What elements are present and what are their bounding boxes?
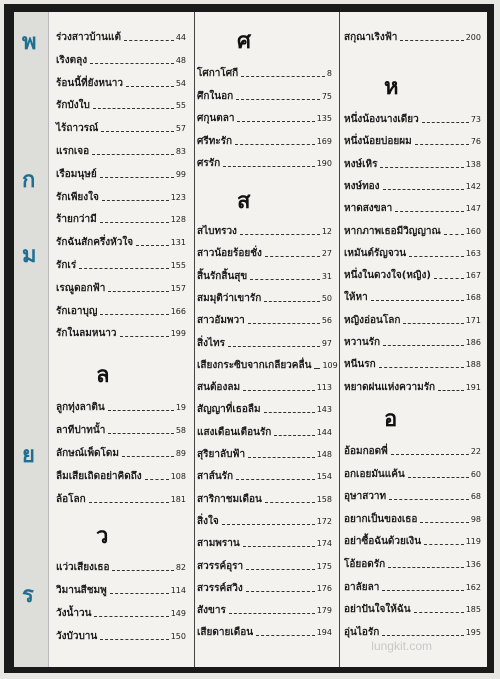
page-number: 57 [175,124,186,134]
leader-dashes [371,300,464,301]
song-title: หยาดฝนแห่งความรัก [344,381,436,393]
page-number: 194 [316,628,332,638]
page-number: 31 [321,271,332,281]
leader-dashes [145,479,169,480]
leader-dashes [89,502,169,503]
index-entry [197,267,332,283]
page-number: 135 [316,114,332,123]
song-title: รักเอาบุญ [56,305,98,317]
section-letter-heading: ส [237,188,251,214]
song-title: อยากเป็นของเธอ [344,513,418,525]
song-title: ลืมเสียเถิดอย่าคิดถึง [56,471,142,482]
leader-dashes [110,593,169,594]
song-title: ร้ายกว่ามี [56,214,97,226]
leader-dashes [408,477,469,478]
song-title: วังน้ำวน [56,608,92,619]
page-number: 98 [470,514,481,524]
leader-dashes [241,76,325,77]
song-title: สาวน้อยร้อยชั่ง [197,248,262,260]
leader-dashes [414,612,464,613]
leader-dashes [265,256,320,257]
leader-dashes [422,122,469,123]
page-number: 150 [170,632,186,641]
index-entry [197,87,332,103]
column-divider [339,12,340,667]
page-number: 44 [175,33,186,42]
thumb-index-strip [14,12,49,667]
song-title: ลาทีปาทนั้า [56,425,106,436]
leader-dashes [403,323,463,324]
page-number: 154 [316,472,332,482]
page-number: 114 [170,586,186,595]
song-title: หงษ์เหิร [344,158,378,170]
song-title: ร่วงสาวบ้านแต้ [56,32,121,43]
index-entry [344,266,481,282]
leader-dashes [108,433,173,434]
page-number: 186 [465,338,481,347]
leader-dashes [108,410,174,411]
index-entry [56,188,186,204]
index-entry [197,534,332,550]
page-number: 175 [316,561,332,571]
song-title: ลูกทุ่งลาติน [56,402,105,413]
leader-dashes [250,279,320,280]
index-entry [344,311,481,327]
song-title: สิ้นรักสิ้นสุข [197,270,248,282]
index-entry [344,465,481,481]
index-entry [56,398,186,414]
leader-dashes [93,108,174,109]
leader-dashes [438,390,464,391]
leader-dashes [108,291,168,292]
page-number: 162 [465,582,481,592]
leader-dashes [235,144,315,145]
leader-dashes [434,278,464,279]
leader-dashes [248,457,315,458]
index-entry [344,532,481,548]
song-title: สุริยาลับฟ้า [197,449,246,460]
leader-dashes [79,268,169,269]
page-number: 179 [316,606,332,616]
index-entry [197,244,332,260]
leader-dashes [265,502,315,503]
song-title: อย่าปันใจให้ฉัน [344,604,411,616]
leader-dashes [120,336,169,337]
index-entry [56,51,186,67]
leader-dashes [112,570,173,571]
index-entry [56,233,186,249]
leader-dashes [256,635,315,636]
leader-dashes [101,131,173,132]
song-title: สิ่งไทร [197,337,225,349]
section-letter-heading: ห [384,74,399,100]
thumb-tab-letter: ก [22,167,36,193]
leader-dashes [400,40,463,41]
section-letter-heading: ล [96,362,110,388]
index-entry [56,627,186,643]
leader-dashes [444,234,464,235]
song-title: ร้อนนี้ที่ยังหนาว [56,77,124,89]
song-title: ไร้ถาวรณ์ [56,123,99,135]
song-title: สิ่งใจ [197,515,219,527]
page-number: 176 [316,583,332,593]
index-entry [344,155,481,171]
page-number: 99 [175,169,186,179]
index-entry [56,28,186,44]
song-title: หวานรัก [344,337,381,348]
song-title: ศกุนตลา [197,113,235,124]
song-title: เริงตลุง [56,54,88,66]
index-entry [56,119,186,135]
page-number: 144 [316,427,332,437]
page-number: 8 [326,69,332,78]
leader-dashes [236,99,320,100]
song-title: สกุณาเริงฟ้า [344,32,398,43]
song-title: โอ้ยอดรัก [344,559,386,570]
song-title: แรกเจอ [56,146,90,157]
index-entry [197,400,332,416]
page-number: 195 [465,627,481,637]
leader-dashes [395,211,463,212]
leader-dashes [122,456,174,457]
leader-dashes [420,522,468,523]
leader-dashes [383,189,464,190]
page-number: 138 [465,159,481,169]
song-title: หนึ่งน้องนางเดียว [344,114,419,125]
index-entry [344,510,481,526]
page-number: 136 [465,560,481,569]
song-title: ล้อโลก [56,494,86,505]
index-entry [344,578,481,594]
song-title: สัญญาที่เธอลืม [197,404,261,416]
page-number: 56 [321,316,332,326]
page-number: 172 [316,516,332,526]
leader-dashes [248,323,320,324]
page-number: 158 [316,494,332,504]
index-entry [197,356,338,372]
index-entry [56,421,186,437]
leader-dashes [92,154,174,155]
index-entry [344,288,481,304]
watermark: lungkit.com [371,639,432,653]
index-entry [56,256,186,272]
song-title: หญิงอ่อนโลก [344,314,401,326]
page-number: 168 [465,293,481,303]
page-number: 157 [170,283,186,293]
leader-dashes [415,144,469,145]
song-title: สมมุติว่าเขารัก [197,292,262,304]
index-entry [197,601,332,617]
leader-dashes [246,569,315,570]
page-number: 50 [321,293,332,303]
index-entry [197,64,332,80]
page-number: 142 [465,181,481,191]
song-title: สามพราน [197,538,240,550]
song-title: แสงเดือนเตือนรัก [197,426,272,438]
song-title: หนีนรก [344,359,376,371]
song-title: หนึ่งในดวงใจ(หญิง) [344,270,431,282]
index-page [14,12,487,667]
song-title: อกเอยมันแค้น [344,468,405,480]
page-number: 131 [170,238,186,248]
thumb-tab-letter: ย [22,442,35,468]
song-title: เสียงกระซิบจากเกลียวคลื่น [197,359,312,371]
page-number: 108 [170,472,186,481]
page-number: 128 [170,215,186,225]
index-entry [344,110,481,126]
leader-dashes [237,121,314,122]
song-title: เหมันต์รัญจวน [344,247,407,259]
page-number: 89 [175,449,186,458]
leader-dashes [102,200,169,201]
page-number: 123 [170,192,186,202]
leader-dashes [264,301,320,302]
index-entry [56,302,186,318]
song-title: โศกาโศกี [197,68,239,79]
leader-dashes [236,479,315,480]
song-title: รักบังใบ [56,100,90,112]
page-number: 48 [175,55,186,65]
song-title: หาดสงขลา [344,203,393,215]
page-number: 185 [465,605,481,615]
leader-dashes [379,367,464,368]
song-title: อาลัยลา [344,581,380,593]
leader-dashes [124,40,174,41]
leader-dashes [388,567,464,568]
section-letter-heading: ว [96,523,109,549]
song-title: แว่วเสียงเธอ [56,562,110,573]
page-number: 169 [316,136,332,146]
page-number: 19 [175,403,186,412]
page-number: 199 [170,329,186,339]
leader-dashes [100,314,168,315]
section-letter-heading: ศ [237,28,251,54]
page-number: 174 [316,539,332,549]
page-number: 171 [465,315,481,325]
index-entry [197,445,332,461]
page-number: 181 [170,495,186,504]
leader-dashes [94,616,168,617]
leader-dashes [391,454,469,455]
song-title: วังบัวบาน [56,631,98,642]
page-number: 163 [465,248,481,258]
index-entry [56,581,186,597]
index-entry [197,222,332,238]
leader-dashes [424,544,464,545]
thumb-tab-letter: ม [22,242,37,268]
song-title: วิมานสีชมพู [56,585,107,596]
song-title: เรือมนุษย์ [56,168,97,180]
thumb-tab-letter: พ [22,29,37,55]
leader-dashes [409,256,464,257]
index-entry [56,324,186,340]
page-number: 191 [465,382,481,392]
leader-dashes [243,546,315,547]
song-title: ลักษณ์เพ็ดโดม [56,448,120,459]
index-entry [344,28,481,44]
song-title: ศรีทะรัก [197,135,233,147]
index-entry [197,623,332,639]
song-title: สนต้องลม [197,382,241,394]
section-letter-heading: อ [384,406,398,432]
page-number: 149 [170,609,186,618]
index-entry [56,142,186,158]
page-number: 76 [470,137,481,147]
song-title: เสียดายเดือน [197,627,254,639]
index-entry [344,199,481,215]
song-title: หากภาพเธอมีวิญญาณ [344,225,441,237]
index-entry [197,109,332,125]
index-entry [56,210,186,226]
page-number: 188 [465,360,481,370]
page-number: 58 [175,426,186,435]
index-entry [56,74,186,90]
page-number: 97 [321,338,332,348]
leader-dashes [136,245,169,246]
page-number: 119 [465,537,481,547]
leader-dashes [90,63,174,64]
index-entry [344,378,481,394]
index-entry [197,311,332,327]
leader-dashes [222,524,315,525]
song-title: เรณูดอกฟ้า [56,282,106,294]
song-title: ศึกในอก [197,90,234,102]
index-entry [344,600,481,616]
song-title: ศรรัก [197,158,221,169]
index-entry [56,467,186,483]
index-entry [344,244,481,260]
leader-dashes [100,222,169,223]
thumb-tab-letter: ร [22,582,34,608]
leader-dashes [240,234,320,235]
page-number: 109 [322,360,338,370]
index-entry [56,279,186,295]
index-entry [344,355,481,371]
leader-dashes [382,590,463,591]
page-number: 190 [316,159,332,168]
page-number: 148 [316,450,332,459]
page-number: 54 [175,78,186,88]
index-entry [56,165,186,181]
page-number: 75 [321,91,332,101]
leader-dashes [383,345,464,346]
song-title: หงษ์ทอง [344,180,380,192]
page-number: 22 [470,447,481,456]
page-number: 143 [316,405,332,415]
song-title: สังขาร [197,605,226,617]
leader-dashes [100,177,174,178]
leader-dashes [100,639,168,640]
index-entry [344,222,481,238]
index-entry [56,558,186,574]
leader-dashes [380,167,463,168]
index-entry [197,467,332,483]
page-number: 82 [175,563,186,572]
index-entry [56,490,186,506]
index-entry [197,557,332,573]
photo-frame [4,4,494,673]
index-entry [344,555,481,571]
page-number: 113 [316,383,332,393]
index-entry [197,289,332,305]
leader-dashes [243,390,315,391]
song-title: รักเร่ [56,260,77,271]
index-entry [197,154,332,170]
index-entry [197,378,332,394]
page-number: 200 [465,33,481,42]
song-title: อย่าซื้อฉันด้วยเงิน [344,536,422,548]
song-title: สไบทรวง [197,226,237,237]
song-title: รักฉันสักครึ่งหัวใจ [56,237,134,249]
column-divider [194,12,195,667]
page-number: 147 [465,204,481,214]
index-entry [56,444,186,460]
page-number: 55 [175,101,186,111]
song-title: รักเพียงใจ [56,191,99,203]
song-title: สวรรค์อุรา [197,560,244,572]
leader-dashes [274,435,314,436]
song-title: ให้หา [344,292,368,304]
song-title: สาส์นรัก [197,471,234,483]
page-number: 27 [321,249,332,259]
leader-dashes [126,86,174,87]
index-entry [344,333,481,349]
page-number: 167 [465,271,481,281]
leader-dashes [382,635,463,636]
index-entry [344,623,481,639]
index-entry [197,579,332,595]
song-title: สวรรค์สวิง [197,582,243,594]
leader-dashes [264,412,315,413]
leader-dashes [228,346,320,347]
index-entry [197,512,332,528]
page-number: 60 [470,469,481,479]
page-number: 83 [175,147,186,156]
leader-dashes [314,368,320,369]
song-title: หนึ่งน้อยบ่อยผม [344,136,412,148]
song-title: สาริกาชมเดือน [197,493,262,505]
index-entry [197,132,332,148]
index-entry [344,442,481,458]
index-entry [56,604,186,620]
song-title: อุษาสวาท [344,491,387,503]
index-entry [197,490,332,506]
page-number: 155 [170,261,186,270]
index-entry [197,334,332,350]
song-title: รักในลมหนาว [56,328,117,340]
page-number: 160 [465,226,481,236]
index-entry [344,177,481,193]
song-title: อุ่นไอรัก [344,626,380,638]
page-number: 166 [170,306,186,316]
index-entry [344,487,481,503]
page-number: 68 [470,492,481,502]
leader-dashes [223,166,315,167]
index-entry [197,423,332,439]
page-number: 12 [321,227,332,236]
index-entry [344,132,481,148]
leader-dashes [229,613,315,614]
index-entry [56,96,186,112]
leader-dashes [389,499,469,500]
song-title: อ้อมกอดพี่ [344,446,388,457]
page-number: 73 [470,115,481,124]
song-title: สาวอัมพวา [197,315,245,327]
leader-dashes [246,591,315,592]
